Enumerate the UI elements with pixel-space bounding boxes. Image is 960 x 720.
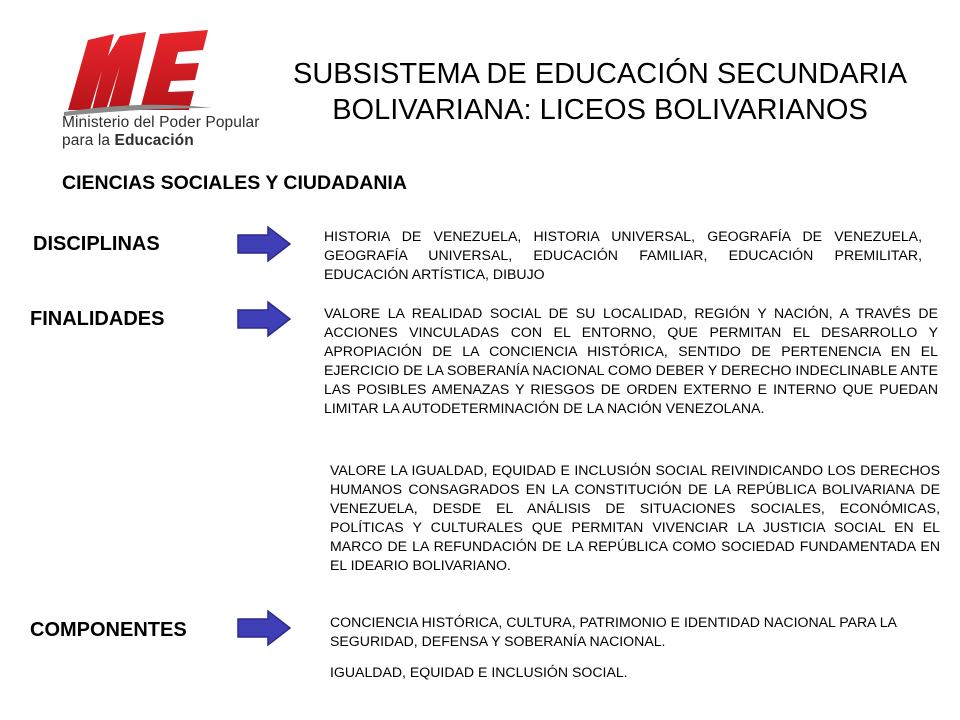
logo-text-bold: Educación [114, 132, 194, 149]
page-title-line2: BOLIVARIANA: LICEOS BOLIVARIANOS [332, 94, 868, 126]
logo-text-line2 [62, 132, 194, 150]
logo-text-line1: Ministerio del Poder Popular [62, 114, 260, 131]
finalidades-text-2: VALORE LA IGUALDAD, EQUIDAD E INCLUSIÓN SOCIAL REIVINDICANDO LOS DERECHOS HUMANOS CONSAGRADOS EN LA CONSTITUCIÓN DE LA REPÚBLICA BOLIVARIANA DE VENEZUELA, DESDE EL ANÁLISIS DE SITUACIONES SOCIALES, ECONÓMICAS, POLÍTICAS Y CULTURALES QUE PERMITAN VIVENCIAR LA JUSTICIA SOCIAL EN EL MARCO DE LA REFUNDACIÓN DE LA REPÚBLICA COMO SOCIEDAD FUNDAMENTADA EN EL IDEARIO BOLIVARIANO. [330, 462, 940, 573]
page-title [250, 56, 950, 128]
componentes-text-1: CONCIENCIA HISTÓRICA, CULTURA, PATRIMONIO E IDENTIDAD NACIONAL PARA LA SEGURIDAD, DEFENSA Y SOBERANÍA NACIONAL. [330, 614, 897, 649]
finalidades-text-1: VALORE LA REALIDAD SOCIAL DE SU LOCALIDAD, REGIÓN Y NACIÓN, A TRAVÉS DE ACCIONES VINCULADAS CON EL ENTORNO, QUE PERMITAN EL DESARROLLO Y APROPIACIÓN DE LA CONCIENCIA HISTÓRICA, SENTIDO DE PERTENENCIA EN EL EJERCICIO DE LA SOBERANÍA NACIONAL COMO DEBER Y DERECHO INDECLINABLE ANTE LAS POSIBLES AMENAZAS Y RIESGOS DE ORDEN EXTERNO E INTERNO QUE PUEDAN LIMITAR LA AUTODETERMINACIÓN DE LA NACIÓN VENEZOLANA. [324, 305, 938, 416]
me-logo-mark [62, 26, 212, 116]
disciplinas-text: HISTORIA DE VENEZUELA, HISTORIA UNIVERSAL, GEOGRAFÍA DE VENEZUELA, GEOGRAFÍA UNIVERSAL, EDUCACIÓN FAMILIAR, EDUCACIÓN PREMILITAR, EDUCACIÓN ARTÍSTICA, DIBUJO [324, 228, 922, 282]
disciplinas-arrow-icon [236, 225, 292, 263]
componentes-label: COMPONENTES [30, 619, 187, 641]
page-title-line1: SUBSISTEMA DE EDUCACIÓN SECUNDARIA [293, 58, 907, 90]
subject-heading: CIENCIAS SOCIALES Y CIUDADANIA [62, 172, 407, 194]
disciplinas-label: DISCIPLINAS [33, 233, 160, 255]
componentes-text-2: IGUALDAD, EQUIDAD E INCLUSIÓN SOCIAL. [330, 664, 628, 680]
logo-text-prefix: para la [62, 132, 115, 149]
componentes-arrow-icon [236, 609, 292, 647]
finalidades-label: FINALIDADES [30, 308, 165, 330]
finalidades-arrow-icon [236, 300, 292, 338]
